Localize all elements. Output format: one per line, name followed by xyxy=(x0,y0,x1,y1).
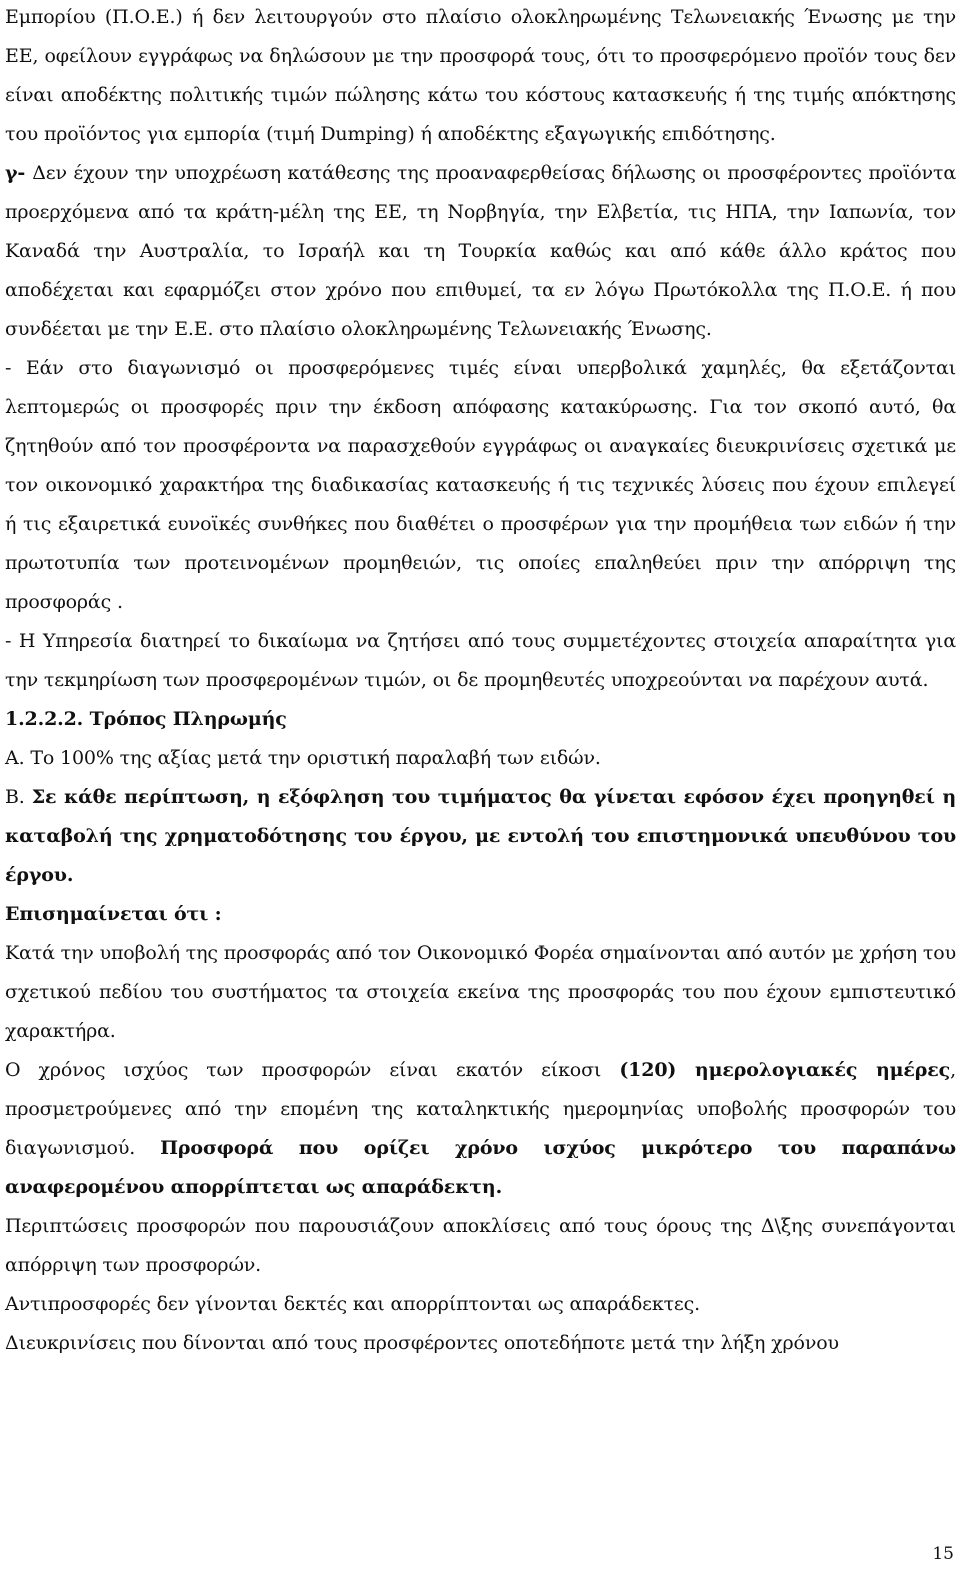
text-run: Α. Το 100% της αξίας μετά την οριστική παραλαβή των ειδών. xyxy=(5,747,601,769)
paragraph-item-gamma xyxy=(5,154,956,349)
text-run: , προσμετρούμενες από την επομένη της καταληκτικής ημερομηνίας υποβολής προσφορών του διαγωνισμού. xyxy=(5,1059,956,1159)
text-run: Αντιπροσφορές δεν γίνονται δεκτές και απορρίπτονται ως απαράδεκτες. xyxy=(5,1293,701,1315)
item-marker: γ- xyxy=(5,162,33,184)
paragraph-low-prices xyxy=(5,349,956,622)
text-run: Κατά την υποβολή της προσφοράς από τον Οικονομικό Φορέα σημαίνονται από αυτόν με χρήση του σχετικού πεδίου του συστήματος τα στοιχεία εκείνα της προσφοράς του που έχουν εμπιστευτικό χαρακτήρα. xyxy=(5,942,956,1042)
document-page xyxy=(5,0,956,1363)
paragraph-clarifications xyxy=(5,1324,956,1363)
paragraph-payment-b xyxy=(5,778,956,895)
text-run: Ο χρόνος ισχύος των προσφορών είναι εκατόν είκοσι xyxy=(5,1059,620,1081)
text-run: Δεν έχουν την υποχρέωση κατάθεσης της προαναφερθείσας δήλωσης οι προσφέροντες προϊόντα προερχόμενα από τα κράτη-μέλη της ΕΕ, τη Νορβηγία, την Ελβετία, τις ΗΠΑ, την Ιαπωνία, τον Καναδά την Αυστραλία, το Ισραήλ και τη Τουρκία καθώς και από κάθε άλλο κράτος που αποδέχεται και εφαρμόζει στον χρόνο που επιθυμεί, τα εν λόγω Πρωτόκολλα της Π.Ο.Ε. ή που συνδέεται με την Ε.Ε. στο πλαίσιο ολοκληρωμένης Τελωνειακής Ένωσης. xyxy=(5,162,956,340)
item-marker: Β. xyxy=(5,786,32,808)
note-heading-text: Επισημαίνεται ότι : xyxy=(5,903,222,925)
text-run-bold: Σε κάθε περίπτωση, η εξόφληση του τιμήματος θα γίνεται εφόσον έχει προηγηθεί η καταβολή της χρηματοδότησης του έργου, με εντολή του επιστημονικά υπευθύνου του έργου. xyxy=(5,786,956,886)
paragraph-deviations xyxy=(5,1207,956,1285)
paragraph-right-to-request xyxy=(5,622,956,700)
text-run: Εμπορίου (Π.Ο.Ε.) ή δεν λειτουργούν στο πλαίσιο ολοκληρωμένης Τελωνειακής Ένωσης με την ΕΕ, οφείλουν εγγράφως να δηλώσουν με την προσφορά τους, ότι το προσφερόμενο προϊόν τους δεν είναι αποδέκτης πολιτικής τιμών πώλησης κάτω του κόστους κατασκευής ή της τιμής απόκτησης του προϊόντος για εμπορία (τιμή Dumping) ή αποδέκτης εξαγωγικής επιδότησης. xyxy=(5,6,956,145)
text-run: Περιπτώσεις προσφορών που παρουσιάζουν αποκλίσεις από τους όρους της Δ\ξης συνεπάγονται απόρριψη των προσφορών. xyxy=(5,1215,956,1276)
text-run-bold: (120) ημερολογιακές ημέρες xyxy=(619,1059,951,1081)
text-run: Διευκρινίσεις που δίνονται από τους προσφέροντες οποτεδήποτε μετά την λήξη χρόνου xyxy=(5,1332,839,1354)
text-run: - Εάν στο διαγωνισμό οι προσφερόμενες τιμές είναι υπερβολικά χαμηλές, θα εξετάζονται λεπτομερώς οι προσφορές πριν την έκδοση απόφασης κατακύρωσης. Για τον σκοπό αυτό, θα ζητηθούν από τον προσφέροντα να παρασχεθούν εγγράφως οι αναγκαίες διευκρινίσεις σχετικά με τον οικονομικό χαρακτήρα της διαδικασίας κατασκευής ή τις τεχνικές λύσεις που έχουν επιλεγεί ή τις εξαιρετικά ευνοϊκές συνθήκες που διαθέτει ο προσφέρων για την προμήθεια των ειδών ή την πρωτοτυπία των προτεινομένων προμηθειών, τις οποίες επαληθεύει πριν την απόρριψη της προσφοράς . xyxy=(5,357,956,613)
paragraph-payment-a xyxy=(5,739,956,778)
text-run-bold: Προσφορά που ορίζει χρόνο ισχύος μικρότερο του παραπάνω αναφερομένου απορρίπτεται ως απαράδεκτη. xyxy=(5,1137,956,1198)
section-heading xyxy=(5,700,956,739)
paragraph-continuation xyxy=(5,0,956,154)
text-run: - Η Υπηρεσία διατηρεί το δικαίωμα να ζητήσει από τους συμμετέχοντες στοιχεία απαραίτητα για την τεκμηρίωση των προσφερομένων τιμών, οι δε προμηθευτές υποχρεούνται να παρέχουν αυτά. xyxy=(5,630,956,691)
section-heading-text: 1.2.2.2. Τρόπος Πληρωμής xyxy=(5,708,287,730)
note-heading xyxy=(5,895,956,934)
paragraph-validity xyxy=(5,1051,956,1207)
page-number: 15 xyxy=(932,1544,954,1564)
paragraph-counter-offers xyxy=(5,1285,956,1324)
paragraph-confidential xyxy=(5,934,956,1051)
